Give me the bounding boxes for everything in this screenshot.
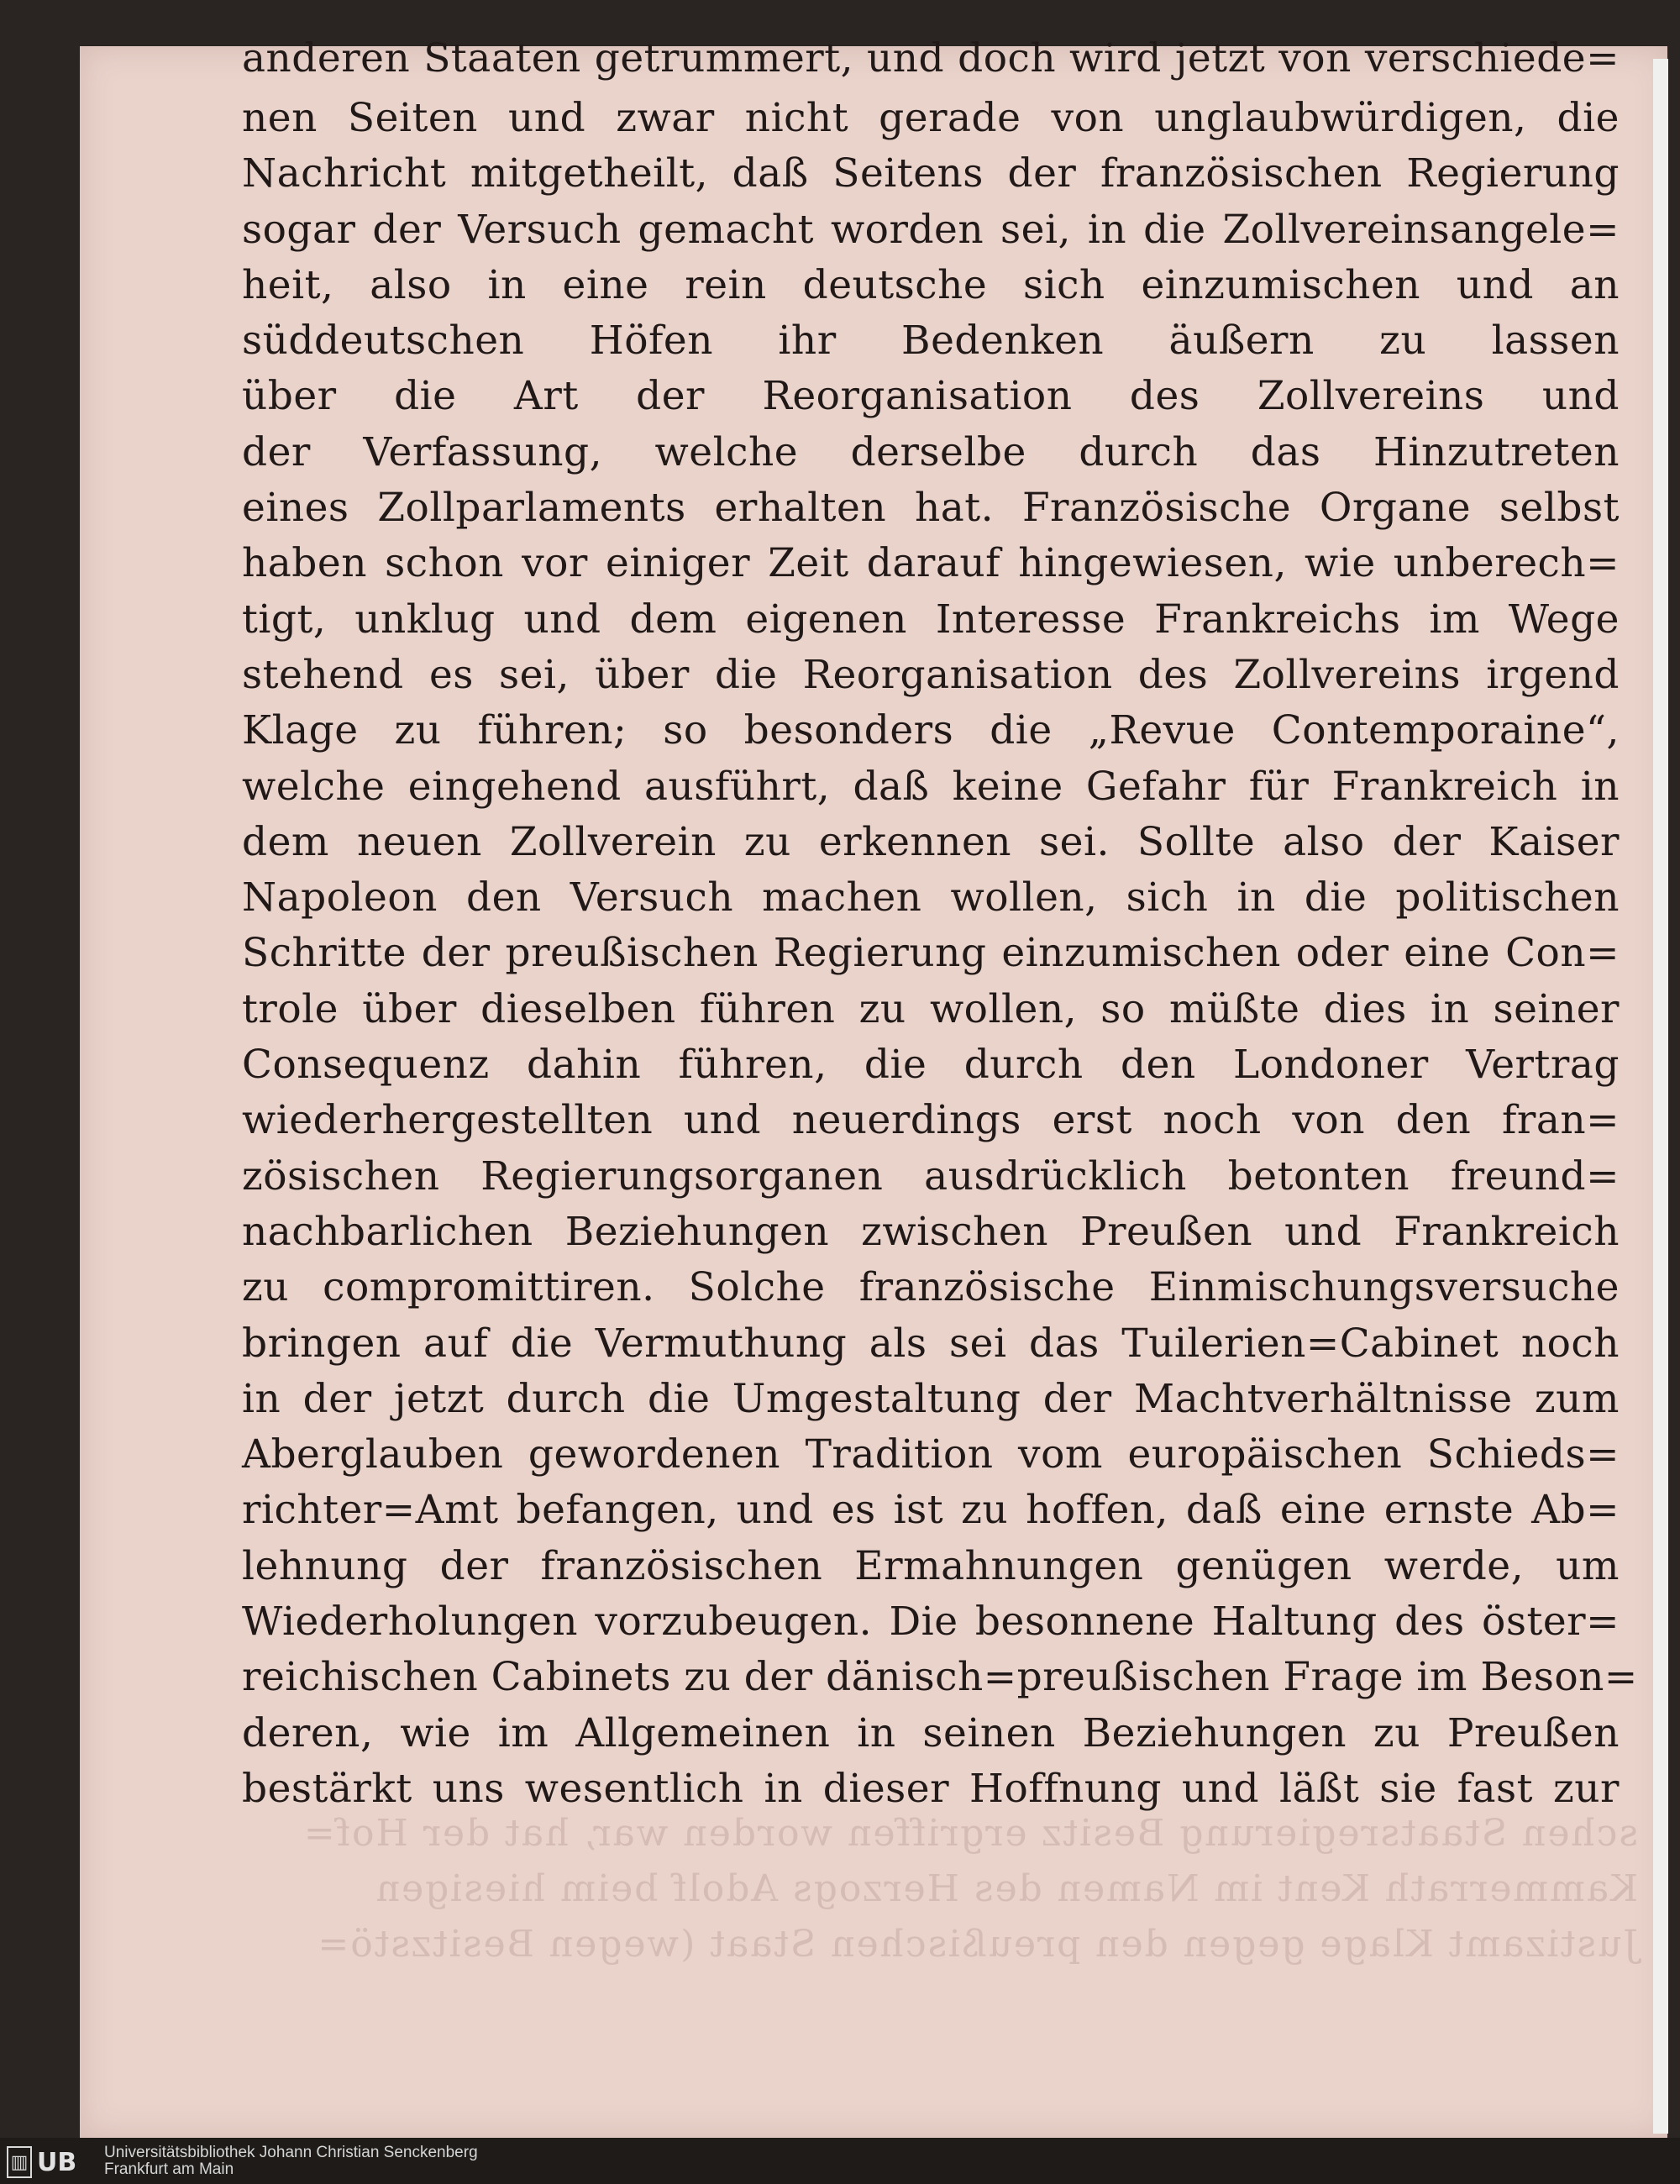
- bleed-line: schen Staatsregierung Besitz ergriffen worden war, hat der Hof=: [302, 1812, 1638, 1855]
- text-line: bestärkt uns wesentlich in dieser Hoffnung und läßt sie fast zur: [242, 1765, 1620, 1812]
- logo-text: UB: [37, 2147, 77, 2177]
- text-line: nachbarlichen Beziehungen zwischen Preußen und Frankreich: [242, 1208, 1620, 1255]
- text-line: wiederhergestellten und neuerdings erst noch von den fran=: [242, 1097, 1620, 1144]
- text-line: haben schon vor einiger Zeit darauf hingewiesen, wie unberech=: [242, 540, 1620, 587]
- text-line: richter=Amt befangen, und es ist zu hoffen, daß eine ernste Ab=: [242, 1487, 1620, 1534]
- bleed-through-text: [193, 1806, 1638, 1972]
- text-line-cut: [242, 66, 1620, 91]
- text-line: Klage zu führen; so besonders die „Revue Contemporaine“,: [242, 707, 1620, 754]
- text-line: reichischen Cabinets zu der dänisch=preußischen Frage im Beson=: [242, 1654, 1638, 1701]
- text-line: Napoleon den Versuch machen wollen, sich in die politischen: [242, 874, 1620, 921]
- text-line: stehend es sei, über die Reorganisation des Zollvereins irgend: [242, 651, 1620, 698]
- text-line: nen Seiten und zwar nicht gerade von unglaubwürdigen, die: [242, 95, 1620, 141]
- footer-credit: [104, 2145, 478, 2178]
- text-line: Wiederholungen vorzubeugen. Die besonnene Haltung des öster=: [242, 1599, 1620, 1646]
- text-line: tigt, unklug und dem eigenen Interesse Frankreichs im Wege: [242, 596, 1620, 643]
- bleed-line: Justizamt Klage gegen den preußischen Staat (wegen Besitzstö=: [316, 1923, 1638, 1966]
- text-line: lehnung der französischen Ermahnungen genügen werde, um: [242, 1542, 1620, 1589]
- article-column: [242, 66, 1638, 1817]
- text-line: dem neuen Zollverein zu erkennen sei. Sollte also der Kaiser: [242, 818, 1620, 865]
- bleed-line: Kammerrath Kent im Namen des Herzogs Adolf beim hiesigen: [374, 1867, 1638, 1910]
- text-line: süddeutschen Höfen ihr Bedenken äußern zu lassen: [242, 318, 1620, 365]
- text-line: Consequenz dahin führen, die durch den Londoner Vertrag: [242, 1042, 1620, 1089]
- text-line: deren, wie im Allgemeinen in seinen Beziehungen zu Preußen: [242, 1709, 1620, 1756]
- text-line: sogar der Versuch gemacht worden sei, in die Zollvereinsangele=: [242, 206, 1620, 253]
- text-line: trole über dieselben führen zu wollen, so müßte dies in seiner: [242, 985, 1620, 1032]
- text-line: bringen auf die Vermuthung als sei das Tuilerien=Cabinet noch: [242, 1320, 1620, 1367]
- library-seal-icon: ▥: [7, 2146, 32, 2178]
- library-logo: [7, 2145, 97, 2180]
- text-line: über die Art der Reorganisation des Zollvereins und: [242, 373, 1620, 420]
- institution-name: Universitätsbibliothek Johann Christian Senckenberg: [104, 2144, 478, 2161]
- text-line: welche eingehend ausführt, daß keine Gefahr für Frankreich in: [242, 763, 1620, 810]
- text-line: in der jetzt durch die Umgestaltung der Machtverhältnisse zum: [242, 1375, 1620, 1422]
- text-line: Schritte der preußischen Regierung einzumischen oder eine Con=: [242, 930, 1620, 977]
- text-line: zu compromittiren. Solche französische Einmischungsversuche: [242, 1264, 1620, 1311]
- text-line: zösischen Regierungsorganen ausdrücklich betonten freund=: [242, 1152, 1620, 1200]
- text-line: Aberglauben gewordenen Tradition vom europäischen Schieds=: [242, 1431, 1620, 1478]
- institution-city: Frankfurt am Main: [104, 2160, 234, 2178]
- text-line: heit, also in eine rein deutsche sich einzumischen und an: [242, 261, 1620, 308]
- text-line: der Verfassung, welche derselbe durch das Hinzutreten: [242, 428, 1620, 475]
- paper-edge: [1653, 59, 1668, 2134]
- text-line: eines Zollparlaments erhalten hat. Französische Organe selbst: [242, 485, 1620, 532]
- text-line: Nachricht mitgetheilt, daß Seitens der französischen Regierung: [242, 150, 1620, 197]
